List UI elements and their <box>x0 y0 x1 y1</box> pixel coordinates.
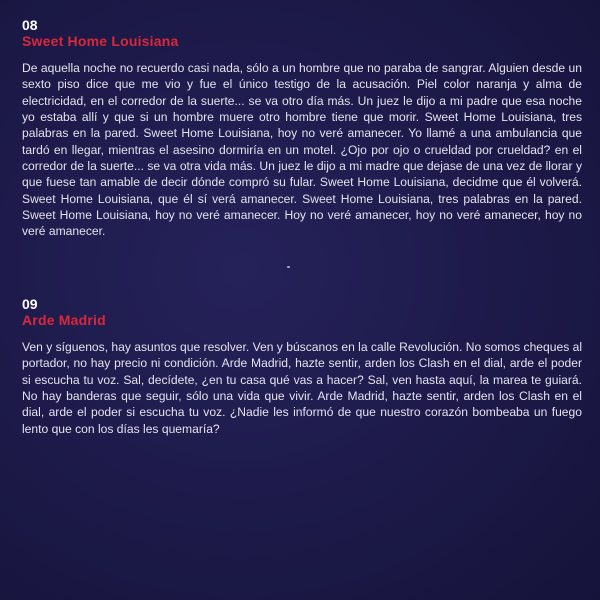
song-lyrics: De aquella noche no recuerdo casi nada, sólo a un hombre que no paraba de sangrar. Alguien desde un sexto piso dice que me vio y fue el único testigo de la acusación. Piel color naranja y alma de electricidad, en el corredor de la suerte... se va otro día más. Un juez le dijo a mi padre que esa noche yo estaba allí y que si un hombre muere otro hombre tiene que morir. Sweet Home Louisiana, tres palabras en la pared. Sweet Home Louisiana, hoy no veré amanecer. Yo llamé a una ambulancia que tardó en llegar, mientras el asesino dormiría en un motel. ¿Ojo por ojo o crueldad por crueldad? en el corredor de la suerte... se va otra vida más. Un juez le dijo a mi madre que dejase de una vez de llorar y que fuese tan amable de decir dónde compró su fular. Sweet Home Louisiana, decidme que él volverá. Sweet Home Louisiana, que él sí verá amanecer. Sweet Home Louisiana, tres palabras en la pared. Sweet Home Louisiana, hoy no veré amanecer. Hoy no veré amanecer, hoy no veré amanecer, hoy no veré amanecer. <box>22 61 582 239</box>
print-speck <box>287 266 290 268</box>
song-block-09 <box>22 296 582 437</box>
track-number: 09 <box>22 296 38 312</box>
song-block-08 <box>22 17 582 240</box>
song-title: Sweet Home Louisiana <box>22 33 179 49</box>
track-number: 08 <box>22 17 38 33</box>
song-lyrics: Ven y síguenos, hay asuntos que resolver. Ven y búscanos en la calle Revolución. No somos cheques al portador, no hay precio ni condición. Arde Madrid, hazte sentir, arden los Clash en el dial, arde el poder si escucha tu voz. Sal, decídete, ¿en tu casa qué vas a hacer? Sal, ven hasta aquí, la marea te guiará. No hay banderas que seguir, sólo una vida que vivir. Arde Madrid, hazte sentir, arden los Clash en el dial, arde el poder si escucha tu voz. ¿Nadie les informó de que nuestro corazón bombeaba un fuego lento que con los días les quemaría? <box>22 340 583 436</box>
song-title: Arde Madrid <box>22 312 106 328</box>
